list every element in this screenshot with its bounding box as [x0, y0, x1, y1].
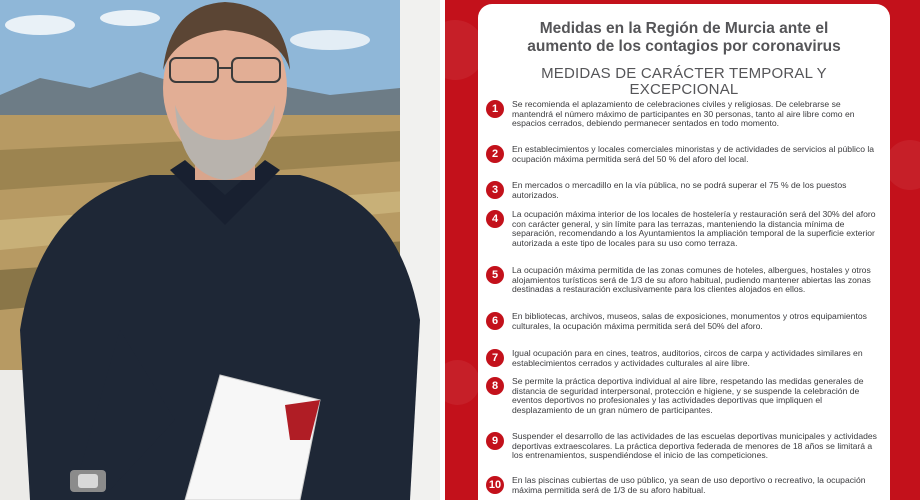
measure-number-badge: 5	[486, 266, 504, 284]
measure-number-badge: 10	[486, 476, 504, 494]
measure-text: En las piscinas cubiertas de uso público, ya sean de uso deportivo o recreativo, la ocupación máxima permitida será de 1/3 de su aforo habitual.	[512, 475, 866, 495]
measure-number-badge: 3	[486, 181, 504, 199]
measure-text: Igual ocupación para en cines, teatros, auditorios, circos de carpa y actividades similares en establecimientos cerrados y actividades culturales al aire libre.	[512, 348, 863, 368]
virus-pattern	[885, 140, 920, 190]
infographic-subtitle	[478, 66, 890, 98]
portrait-photo	[0, 0, 440, 500]
virus-pattern	[445, 360, 480, 405]
measure-text: En mercados o mercadillo en la vía pública, no se podrá superar el 75 % de los puestos autorizados.	[512, 180, 847, 200]
measure-text: La ocupación máxima permitida de las zonas comunes de hoteles, albergues, hostales y otros alojamientos turísticos será de 1/3 de su aforo habitual, pudiendo mantener abiertas las zonas destinadas a restauración exclusivamente para los clientes alojados en ellos.	[512, 265, 871, 295]
measures-card	[478, 4, 890, 500]
measure-text: Se recomienda el aplazamiento de celebraciones civiles y religiosas. De celebrarse se mantendrá el número máximo de participantes en 30 personas, tanto al aire libre como en espacios cerrados, debiendo permanecer sentados en todo momento.	[512, 99, 855, 129]
measure-number-badge: 4	[486, 210, 504, 228]
measures-infographic	[445, 0, 920, 500]
measure-number-badge: 9	[486, 432, 504, 450]
title-line-2: aumento de los contagios por coronavirus	[527, 38, 841, 55]
title-line-1: Medidas en la Región de Murcia ante el	[539, 20, 829, 37]
measure-number-badge: 7	[486, 349, 504, 367]
measure-number-badge: 6	[486, 312, 504, 330]
measure-text: En bibliotecas, archivos, museos, salas de exposiciones, monumentos y otros equipamientos culturales, la ocupación máxima permitida será del 50% del aforo.	[512, 311, 867, 331]
subtitle-line-1: MEDIDAS DE CARÁCTER TEMPORAL Y	[541, 65, 827, 82]
measure-text: Suspender el desarrollo de las actividades de las escuelas deportivas municipales y actividades deportivas extraescolares. La práctica deportiva federada de menores de 18 años se limitará a los entrenamientos, suspendiéndose el inicio de las competiciones.	[512, 431, 877, 461]
measure-text: La ocupación máxima interior de los locales de hostelería y restauración será del 30% del aforo con carácter general, y sin límite para las terrazas, manteniendo la distancia mínima de separación, recomendando a los Ayuntamientos la ampliación temporal de la superficie exterior autorizada a este tipo de locales para su uso como terraza.	[512, 209, 876, 248]
measure-number-badge: 2	[486, 145, 504, 163]
portrait-illustration	[0, 0, 440, 500]
measure-text: Se permite la práctica deportiva individual al aire libre, respetando las medidas generales de distancia de seguridad interpersonal, protección e higiene, y se suspende la celebración de eventos deportivos no profesionales y las actividades deportivas que impliquen el desplazamiento de un gran número de participantes.	[512, 376, 864, 415]
subtitle-line-2: EXCEPCIONAL	[629, 81, 739, 98]
measure-number-badge: 8	[486, 377, 504, 395]
measure-text: En establecimientos y locales comerciales minoristas y de actividades de servicios al público la ocupación máxima permitida será del 50 % del aforo del local.	[512, 144, 875, 164]
infographic-title	[478, 20, 890, 56]
measure-number-badge: 1	[486, 100, 504, 118]
